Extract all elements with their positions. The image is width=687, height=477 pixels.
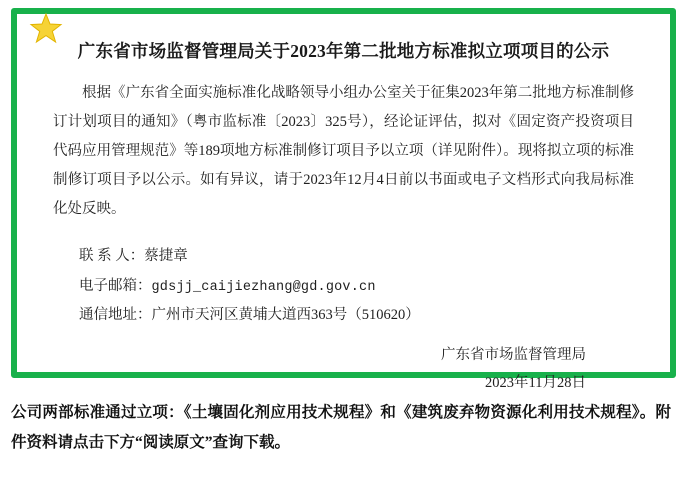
contact-person-value: 蔡捷章: [144, 248, 188, 264]
contact-address-value: 广州市天河区黄埔大道西363号（510620）: [151, 307, 420, 324]
notice-body: [53, 79, 634, 224]
signature-date: 2023年11月28日: [485, 375, 586, 392]
contact-email-label: 电子邮箱：: [79, 277, 152, 294]
signature-organization: 广东省市场监督管理局: [441, 347, 586, 364]
contact-email-value: gdsjj_caijiezhang@gd.gov.cn: [151, 279, 376, 295]
footer-note: 公司两部标准通过立项：《土壤固化剂应用技术规程》和《建筑废弃物资源化利用技术规程》。附件资料请点击下方“阅读原文”查询下载。: [11, 404, 671, 452]
contact-person-label: 联 系 人：: [79, 248, 145, 264]
contact-block: [53, 242, 634, 331]
notice-card: [11, 8, 676, 392]
notice-paragraph: 根据《广东省全面实施标准化战略领导小组办公室关于征集2023年第二批地方标准制修订计划项目的通知》（粤市监标准〔2023〕325号），经论证评估，拟对《固定资产投资项目代码应用管理规范》等189项地方标准制修订项目予以立项（详见附件）。现将拟立项的标准制修订项目予以公示。如有异议，请于2023年12月4日前以书面或电子文档形式向我局标准化处反映。: [53, 85, 634, 217]
contact-person-row: [79, 242, 634, 272]
contact-email-row: [79, 272, 634, 302]
star-icon: [29, 12, 63, 46]
page-title: 广东省市场监督管理局关于2023年第二批地方标准拟立项项目的公示: [77, 41, 610, 61]
contact-address-row: [79, 301, 634, 331]
signature-block: [53, 341, 634, 398]
contact-address-label: 通信地址：: [79, 307, 152, 324]
notice-inner: [17, 14, 670, 392]
